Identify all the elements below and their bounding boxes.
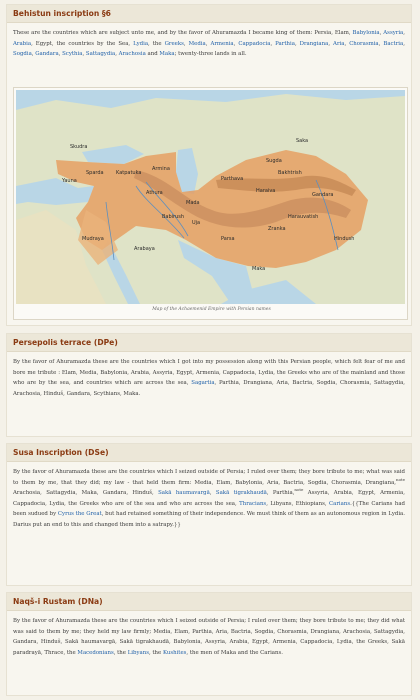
text: Arachosia, Sattagydia, Maka, Gandara, Hinduš, [13, 490, 159, 497]
text: , [378, 40, 384, 47]
text: , [205, 40, 211, 47]
text: , the men of Maka and the Carians. [186, 649, 283, 656]
map-label: Mudraya [82, 236, 104, 242]
link-arachosia[interactable]: Arachosia [118, 51, 146, 58]
text: , [270, 40, 276, 47]
text: , [31, 51, 36, 58]
text: , the [148, 40, 165, 47]
section-title: Susa Inscription (DSe) [7, 444, 411, 462]
text: , Parthia, Drangiana, Aria, Bactria, Sogdia, Chorasmia, Sattagydia, Arachosia, Hinduš, Gandara, Scythians, Maka. [13, 380, 405, 397]
section-text [7, 352, 411, 399]
link-libyans[interactable]: Libyans [127, 649, 149, 656]
achaemenid-map [16, 90, 405, 304]
map-label: Zranka [268, 226, 286, 232]
map-label: Maka [252, 266, 266, 272]
link-armenia[interactable]: Armenia [210, 40, 234, 47]
text: , [403, 40, 405, 47]
text: , [403, 30, 405, 36]
link-lydia[interactable]: Lydia [133, 40, 149, 47]
section-susa [6, 443, 412, 586]
map-label: Mada [186, 200, 200, 206]
text: , [328, 40, 334, 47]
map-label: Parsa [221, 236, 235, 242]
section-title: Behistun inscription §6 [7, 5, 411, 23]
link-carians[interactable]: Carians [329, 500, 351, 507]
text: , Libyans, Ethiopians, [266, 500, 329, 507]
section-text [7, 23, 411, 60]
text: , Parthia, [266, 490, 295, 497]
link-scythia[interactable]: Scythia [62, 51, 83, 58]
text: By the favor of Ahuramazda these are the countries which I seized outside of Persia; I ruled over them; they bore tribute to me; they did what was said to them by me; they held my law firmly; Media, Elam, Parthia, Aria, Bactria, Sogdia, Chorasmia, Drangiana, Arachosia, Sattagydia, Gandara, Hinduš, Sakā haumavargā, Sakā tigrakhaudā, Babylonia, Assyria, Arabia, Egypt, Armenia, Cappadocia, Lydia, the Greeks, Sakā paradrayā, Thrace, the [13, 618, 405, 656]
map-label: Sugda [266, 158, 282, 164]
text: , [183, 40, 189, 47]
map-label: Arabaya [134, 246, 155, 252]
link-saka-haumavarga[interactable]: Sakā haumavargā [158, 490, 210, 497]
text: , the [113, 649, 128, 656]
map-label: Sparda [86, 170, 104, 176]
link-bactria[interactable]: Bactria [383, 40, 404, 47]
map-label: Parthava [221, 176, 244, 182]
map-label: Bakhtrish [278, 170, 302, 176]
link-sogdia[interactable]: Sogdia [13, 51, 32, 58]
link-cappadocia[interactable]: Cappadocia [238, 40, 271, 47]
link-kushites[interactable]: Kushites [162, 649, 187, 656]
text: ; twenty-three lands in all. [174, 51, 247, 58]
text: , [233, 40, 239, 47]
link-assyria[interactable]: Assyria [383, 30, 404, 36]
text: and [145, 51, 160, 58]
map-label: Athura [146, 190, 163, 196]
text: , [344, 40, 350, 47]
section-persepolis [6, 333, 412, 437]
section-behistun [6, 4, 412, 326]
note-marker[interactable]: note [294, 487, 304, 493]
link-babylonia[interactable]: Babylonia [352, 30, 380, 36]
text: .{{The Carians had been sudued by [13, 500, 405, 518]
text: These are the countries which are subject unto me, and by the favor of Ahuramazda I became king of them: Persia, Elam, [13, 30, 353, 36]
link-macedonians[interactable]: Macedonians [77, 649, 114, 656]
map-label: Harauvatish [288, 214, 319, 220]
link-media[interactable]: Media [188, 40, 206, 47]
link-parthia[interactable]: Parthia [275, 40, 295, 47]
text: , but had retained something of their independence. We must think of them as an autonomous region in Lydia. Darius put an end to this and changed them into a satrapy.}} [13, 511, 405, 528]
text: , [58, 51, 63, 58]
link-cyrus-the-great[interactable]: Cyrus the Great [57, 511, 102, 518]
section-title: Naqš-i Rustam (DNa) [7, 593, 411, 611]
section-naqsh-i-rustam [6, 592, 412, 696]
section-title: Persepolis terrace (DPe) [7, 334, 411, 352]
link-arabia[interactable]: Arabia [13, 40, 32, 47]
link-saka-tigrakhauda[interactable]: Sakā tigrakhaudā [215, 490, 267, 497]
map-label: Katpatuka [116, 170, 142, 176]
text: , the [148, 649, 163, 656]
link-maka[interactable]: Maka [159, 51, 175, 58]
map-caption: Map of the Achaemenid Empire with Persian names [152, 307, 271, 312]
text: By the favor of Ahuramazda these are the countries which I got into my possession along with this Persian people, which felt fear of me and bore me tribute : Elam, Media, Babylonia, Arabia, Assyria, Egypt, Armenia, Cappadocia, Lydia, the Greeks who are of the mainland and those who are by the sea, and countries which are across the sea, [13, 359, 405, 387]
map-label: Gandara [312, 192, 334, 198]
text: By the favor of Ahuramazda these are the countries which I seized outside of Persia; I ruled over them; they bore tribute to me; what was said to them by me, that they did; my law - that held them firm: Media, Elam, Babylonia, Aria, Bactria, Sogdia, Chorasmia, Drangiana, [13, 469, 405, 486]
text: , [294, 40, 300, 47]
map-label: Saka [296, 138, 309, 144]
link-greeks[interactable]: Greeks [164, 40, 184, 47]
text: , [209, 490, 216, 497]
note-marker[interactable]: note [396, 476, 405, 482]
map-label: Haraiva [256, 188, 276, 194]
text: Assyria, Arabia, Egypt, Armenia, Cappadocia, Lydia, the Greeks who are of the sea and who are across the sea, [13, 490, 405, 507]
map-figure [13, 87, 408, 320]
map-label: Skudra [70, 144, 88, 150]
map-label: Uja [192, 220, 201, 226]
link-thracians[interactable]: Thracians [239, 500, 267, 507]
text: , [379, 30, 384, 36]
map-label: Yauna [62, 178, 77, 184]
text: , [82, 51, 86, 58]
link-sagartia[interactable]: Sagartia [191, 380, 215, 387]
link-gandara[interactable]: Gandara [35, 51, 59, 58]
map-label: Babirush [162, 214, 185, 220]
text: , Egypt, the countries by the Sea, [31, 40, 134, 47]
link-aria[interactable]: Aria [333, 40, 345, 47]
section-text [7, 462, 411, 531]
text: , [115, 51, 119, 58]
map-label: Armina [152, 166, 170, 172]
link-chorasmia[interactable]: Chorasmia [349, 40, 379, 47]
section-text [7, 611, 411, 658]
link-drangiana[interactable]: Drangiana [299, 40, 329, 47]
map-label: Hindush [334, 236, 355, 242]
link-sattagydia[interactable]: Sattagydia [85, 51, 116, 58]
